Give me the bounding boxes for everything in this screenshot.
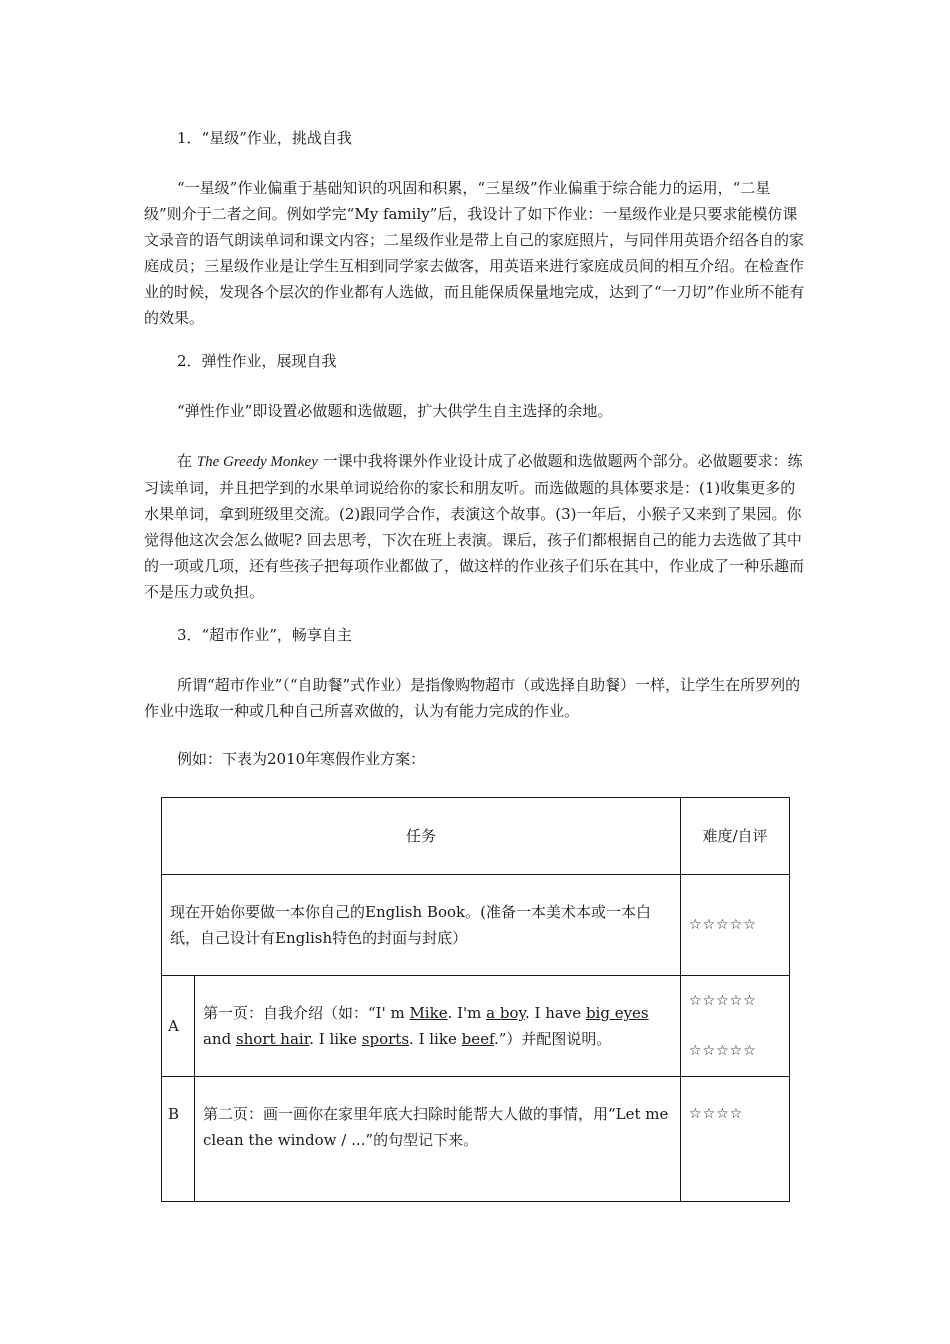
row-a-task xyxy=(194,976,680,1077)
section2-heading: 2．弹性作业，展现自我 xyxy=(177,352,337,370)
row-a-stars-2: ☆☆☆☆☆ xyxy=(689,1043,757,1059)
section3-example: 例如：下表为2010年寒假作业方案： xyxy=(177,750,426,768)
example-name: Mike xyxy=(409,1004,448,1022)
example-hair: short hair xyxy=(235,1030,310,1048)
text-segment: . I have xyxy=(524,1004,586,1022)
section1-paragraph: “一星级”作业偏重于基础知识的巩固和积累，“三星级”作业偏重于综合能力的运用，“二星级”则介于二者之间。例如学完“My family”后，我设计了如下作业：一星级作业是只要求能模仿课文录音的语气朗读单词和课文内容；二星级作业是带上自己的家庭照片，与同伴用英语介绍各自的家庭成员；三星级作业是让学生互相到同学家去做客，用英语来进行家庭成员间的相互介绍。在检查作业的时候，发现各个层次的作业都有人选做，而且能保质保量地完成，达到了“一刀切”作业所不能有的效果。 xyxy=(144,179,805,327)
header-rating: 难度/自评 xyxy=(681,798,790,875)
section3-heading: 3．“超市作业”，畅享自主 xyxy=(177,626,352,644)
example-food: beef xyxy=(461,1030,494,1048)
row-b-stars: ☆☆☆☆ xyxy=(681,1077,790,1202)
row-a-stars-1: ☆☆☆☆☆ xyxy=(689,993,757,1009)
section2-paragraph1: “弹性作业”即设置必做题和选做题，扩大供学生自主选择的余地。 xyxy=(177,402,613,420)
example-hobby: sports xyxy=(361,1030,410,1048)
text-segment: . I like xyxy=(309,1030,362,1048)
lesson-title: The Greedy Monkey xyxy=(196,454,318,470)
text-segment: .”）并配图说明。 xyxy=(493,1030,612,1048)
table-row xyxy=(162,1077,790,1202)
homework-table xyxy=(161,797,790,1202)
row-b-label: B xyxy=(162,1077,195,1202)
intro-task-text: 现在开始你要做一本你自己的English Book。(准备一本美术本或一本白纸，自己设计有English特色的封面与封底） xyxy=(162,875,681,976)
section3-paragraph: 所谓“超市作业”（“自助餐”式作业）是指像购物超市（或选择自助餐）一样，让学生在所罗列的作业中选取一种或几种自己所喜欢做的，认为有能力完成的作业。 xyxy=(144,676,801,720)
text-segment: and xyxy=(202,1030,236,1048)
header-task: 任务 xyxy=(162,798,681,875)
table-row xyxy=(162,875,790,976)
row-a-stars xyxy=(681,976,790,1077)
paragraph2-rest: 一课中我将课外作业设计成了必做题和选做题两个部分。必做题要求：练习读单词，并且把学到的水果单词说给你的家长和朋友听。而选做题的具体要求是：(1)收集更多的水果单词，拿到班级里交流。(2)跟同学合作，表演这个故事。(3)一年后，小猴子又来到了果园。你觉得他这次会怎么做呢? 回去思考，下次在班上表演。课后，孩子们都根据自己的能力去选做了其中的一项或几项，还有些孩子把每项作业都做了，做这样的作业孩子们乐在其中，作业成了一种乐趣而不是压力或负担。 xyxy=(144,452,805,601)
paragraph2-prefix: 在 xyxy=(177,452,193,470)
example-gender: a boy xyxy=(486,1004,525,1022)
table-header-row xyxy=(162,798,790,875)
text-segment: . I like xyxy=(409,1030,462,1048)
row-b-task: 第二页：画一画你在家里年底大扫除时能帮大人做的事情，用“Let me clean the window / ...”的句型记下来。 xyxy=(194,1077,680,1202)
example-eyes: big eyes xyxy=(585,1004,649,1022)
text-segment: 第一页：自我介绍（如：“I' m xyxy=(202,1004,410,1022)
text-segment: . I'm xyxy=(447,1004,487,1022)
table-row xyxy=(162,976,790,1077)
intro-stars: ☆☆☆☆☆ xyxy=(681,875,790,976)
section1-heading: 1．“星级”作业，挑战自我 xyxy=(177,129,352,147)
row-a-label: A xyxy=(162,976,195,1077)
section2-paragraph2 xyxy=(144,448,807,605)
